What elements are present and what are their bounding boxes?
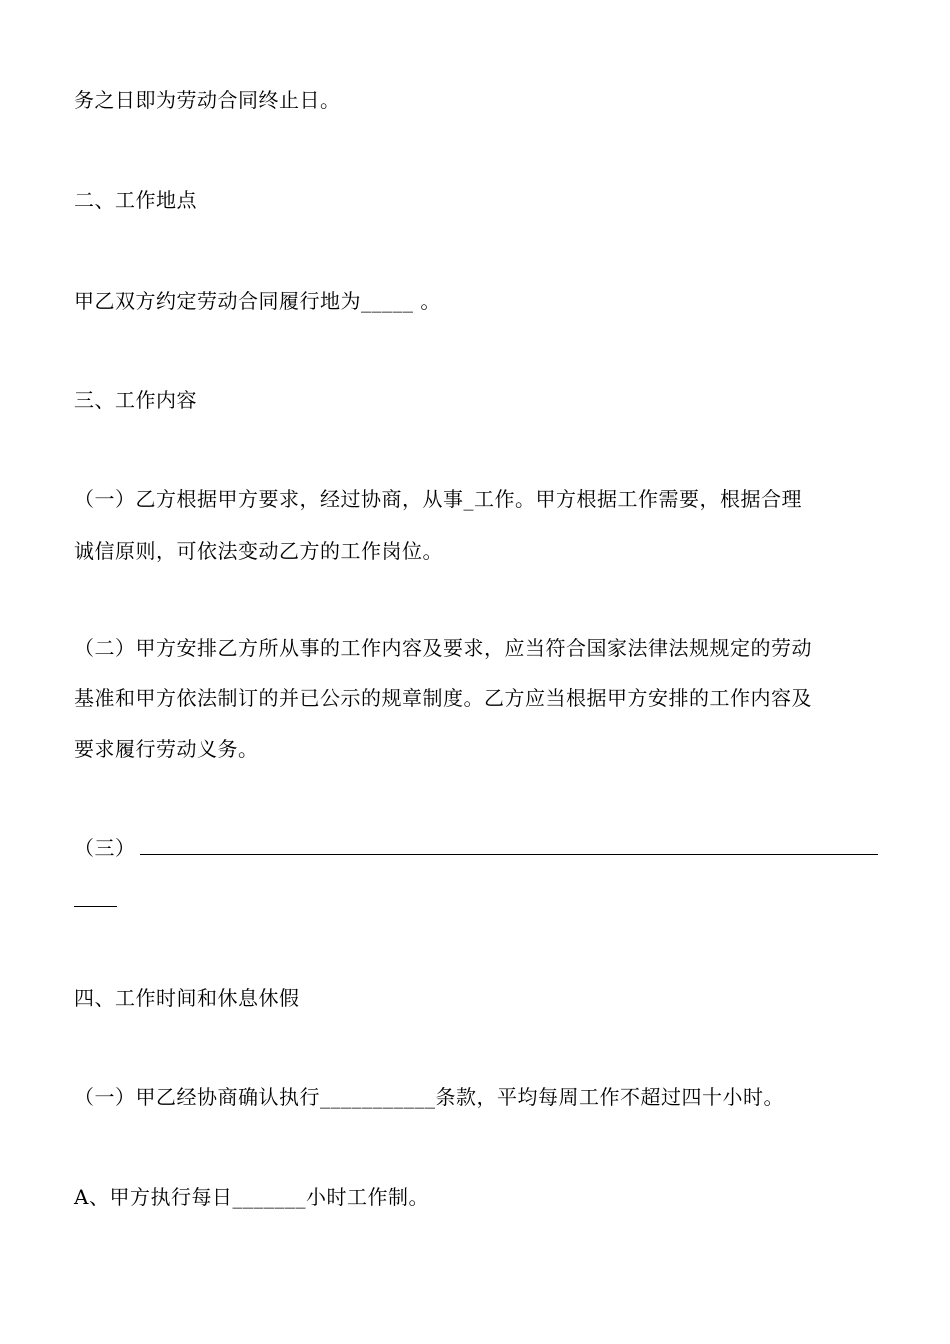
blank-fill-line [140, 854, 878, 855]
paragraph-work-content-3-continuation [74, 884, 884, 912]
paragraph-working-hours-a: A、甲方执行每日_______小时工作制。 [74, 1185, 429, 1209]
paragraph-work-location: 甲乙双方约定劳动合同履行地为_____ 。 [74, 289, 441, 313]
paragraph-work-content-2-line-2: 基准和甲方依法制订的并已公示的规章制度。乙方应当根据甲方安排的工作内容及 [74, 686, 812, 710]
section-heading-work-location: 二、工作地点 [74, 188, 197, 212]
section-heading-working-hours: 四、工作时间和休息休假 [74, 986, 300, 1010]
paragraph-contract-termination: 务之日即为劳动合同终止日。 [74, 88, 341, 112]
paragraph-work-content-1-line-2: 诚信原则，可依法变动乙方的工作岗位。 [74, 539, 443, 563]
paragraph-working-hours-1: （一）甲乙经协商确认执行___________条款，平均每周工作不超过四十小时。 [74, 1085, 784, 1109]
section-heading-work-content: 三、工作内容 [74, 388, 197, 412]
paragraph-work-content-3-label: （三） [74, 836, 136, 860]
paragraph-work-content-2-line-1: （二）甲方安排乙方所从事的工作内容及要求，应当符合国家法律法规规定的劳动 [74, 636, 812, 660]
paragraph-work-content-2-line-3: 要求履行劳动义务。 [74, 737, 259, 761]
blank-fill-line-continuation [74, 906, 117, 907]
paragraph-work-content-1-line-1: （一）乙方根据甲方要求，经过协商，从事_工作。甲方根据工作需要，根据合理 [74, 487, 802, 511]
